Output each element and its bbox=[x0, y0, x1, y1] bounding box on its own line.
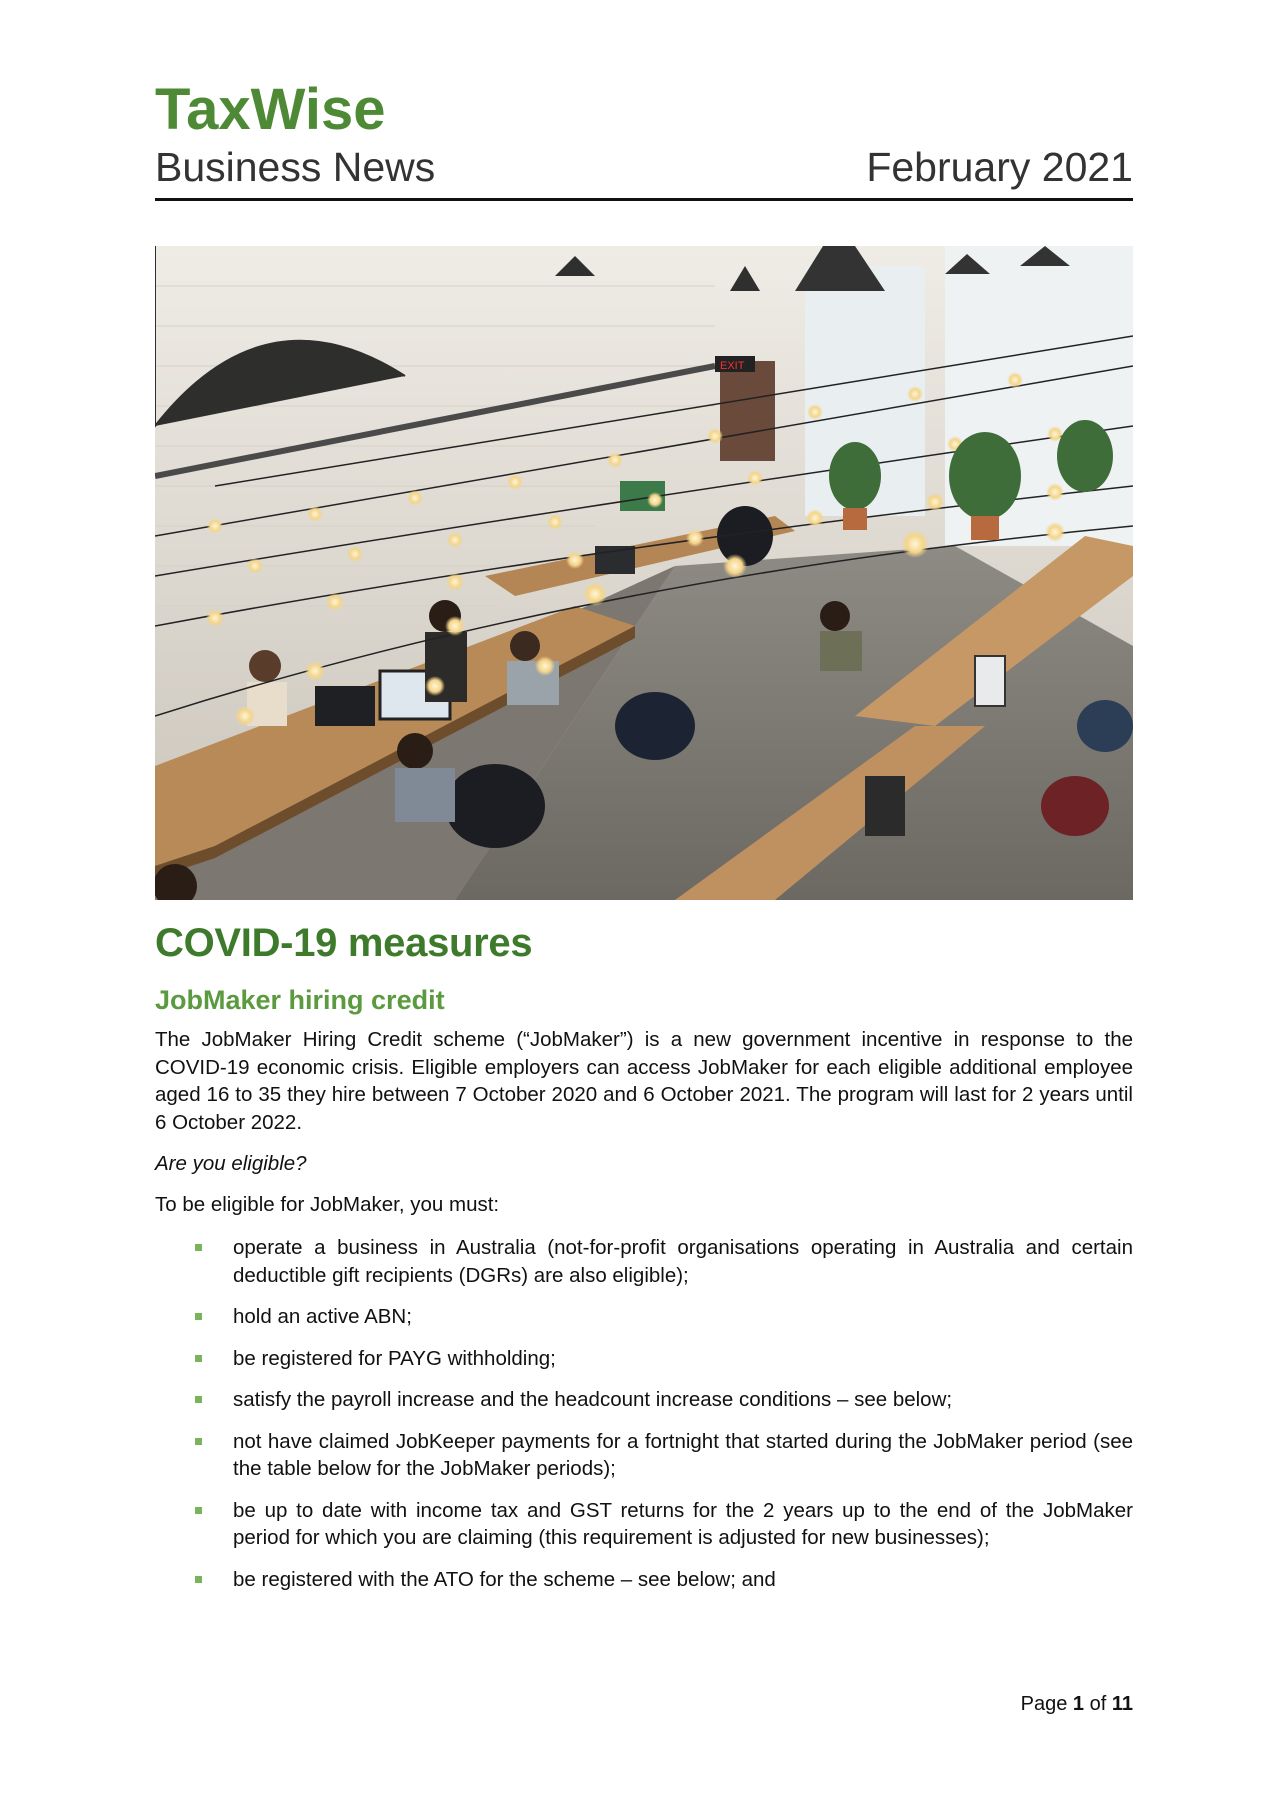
bullet-square-icon bbox=[195, 1507, 202, 1514]
masthead-subrow bbox=[155, 142, 1133, 201]
page-number bbox=[1021, 1693, 1133, 1716]
bullet-square-icon bbox=[195, 1313, 202, 1320]
list-item: hold an active ABN; bbox=[195, 1303, 1133, 1331]
bullet-square-icon bbox=[195, 1438, 202, 1445]
of-word: of bbox=[1089, 1693, 1107, 1715]
hero-image bbox=[155, 246, 1133, 900]
section-title: COVID-19 measures bbox=[155, 921, 533, 965]
coworking-office-photo-icon bbox=[155, 246, 1133, 900]
list-item: be registered for PAYG withholding; bbox=[195, 1345, 1133, 1373]
masthead bbox=[155, 78, 1133, 201]
page-word: Page bbox=[1020, 1693, 1068, 1715]
bullet-square-icon bbox=[195, 1355, 202, 1362]
list-item: satisfy the payroll increase and the headcount increase conditions – see below; bbox=[195, 1386, 1133, 1414]
brand-title: TaxWise bbox=[155, 77, 386, 142]
eligibility-lead: To be eligible for JobMaker, you must: bbox=[155, 1193, 500, 1216]
list-item: not have claimed JobKeeper payments for a fortnight that started during the JobMaker period (see the table below for the JobMaker periods); bbox=[195, 1428, 1133, 1483]
issue-date: February 2021 bbox=[866, 144, 1133, 190]
eligibility-list bbox=[155, 1234, 1133, 1593]
newsletter-subtitle: Business News bbox=[155, 144, 436, 190]
eligibility-question: Are you eligible? bbox=[155, 1152, 307, 1175]
list-item: be registered with the ATO for the scheme – see below; and bbox=[195, 1566, 1133, 1594]
total-pages: 11 bbox=[1111, 1693, 1133, 1715]
current-page: 1 bbox=[1072, 1693, 1085, 1715]
article bbox=[155, 918, 1133, 1607]
bullet-square-icon bbox=[195, 1396, 202, 1403]
bullet-square-icon bbox=[195, 1244, 202, 1251]
list-item: operate a business in Australia (not-for-profit organisations operating in Australia and certain deductible gift recipients (DGRs) are also eligible); bbox=[195, 1234, 1133, 1289]
list-item: be up to date with income tax and GST returns for the 2 years up to the end of the JobMaker period for which you are claiming (this requirement is adjusted for new businesses); bbox=[195, 1497, 1133, 1552]
bullet-square-icon bbox=[195, 1576, 202, 1583]
exit-sign: EXIT bbox=[720, 360, 745, 372]
intro-paragraph: The JobMaker Hiring Credit scheme (“JobMaker”) is a new government incentive in response to the COVID-19 economic crisis. Eligible employers can access JobMaker for each eligible additional employee aged 16 to 35 they hire between 7 October 2020 and 6 October 2021. The program will last for 2 years until 6 October 2022. bbox=[155, 1028, 1133, 1134]
subsection-title: JobMaker hiring credit bbox=[155, 985, 445, 1015]
